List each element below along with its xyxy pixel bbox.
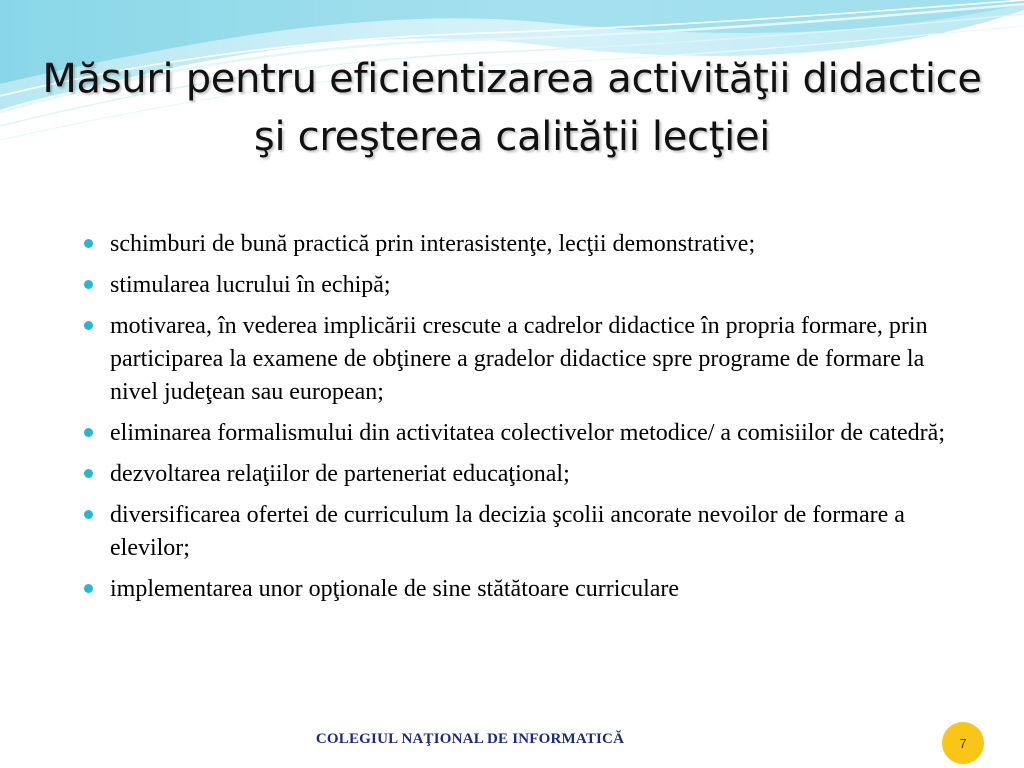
bullet-text: stimularea lucrului în echipă; — [110, 272, 391, 298]
bullet-item — [80, 417, 960, 450]
bullet-item — [80, 269, 960, 302]
bullet-dot-icon — [84, 584, 93, 593]
bullet-dot-icon — [84, 469, 93, 478]
bullet-dot-icon — [84, 239, 93, 248]
slide-title: Măsuri pentru eficientizarea activităţii didactice şi creşterea calităţii lecţiei — [42, 56, 982, 160]
bullet-text: implementarea unor opţionale de sine stătătoare curriculare — [110, 576, 680, 602]
bullet-item — [80, 499, 960, 565]
bullet-dot-icon — [84, 428, 93, 437]
page-number-badge — [942, 722, 984, 764]
page-number: 7 — [959, 735, 967, 751]
bullet-item — [80, 310, 960, 409]
bullet-item — [80, 573, 960, 606]
bullet-text: diversificarea ofertei de curriculum la decizia şcolii ancorate nevoilor de formare a elevilor; — [110, 502, 905, 561]
bullet-text: eliminarea formalismului din activitatea colectivelor metodice/ a comisiilor de catedră; — [110, 420, 945, 446]
bullet-text: motivarea, în vederea implicării crescute a cadrelor didactice în propria formare, prin participarea la examene de obţinere a gradelor didactice spre programe de formare la nivel judeţean sau european; — [110, 313, 928, 405]
bullet-dot-icon — [84, 510, 93, 519]
footer-institution: COLEGIUL NAŢIONAL DE INFORMATICĂ — [315, 731, 625, 747]
bullet-item — [80, 228, 960, 261]
bullet-dot-icon — [84, 280, 93, 289]
bullet-text: dezvoltarea relaţiilor de parteneriat educaţional; — [110, 461, 570, 487]
bullet-dot-icon — [84, 321, 93, 330]
bullet-list — [80, 228, 960, 614]
bullet-item — [80, 458, 960, 491]
bullet-text: schimburi de bună practică prin interasistenţe, lecţii demonstrative; — [110, 231, 756, 257]
